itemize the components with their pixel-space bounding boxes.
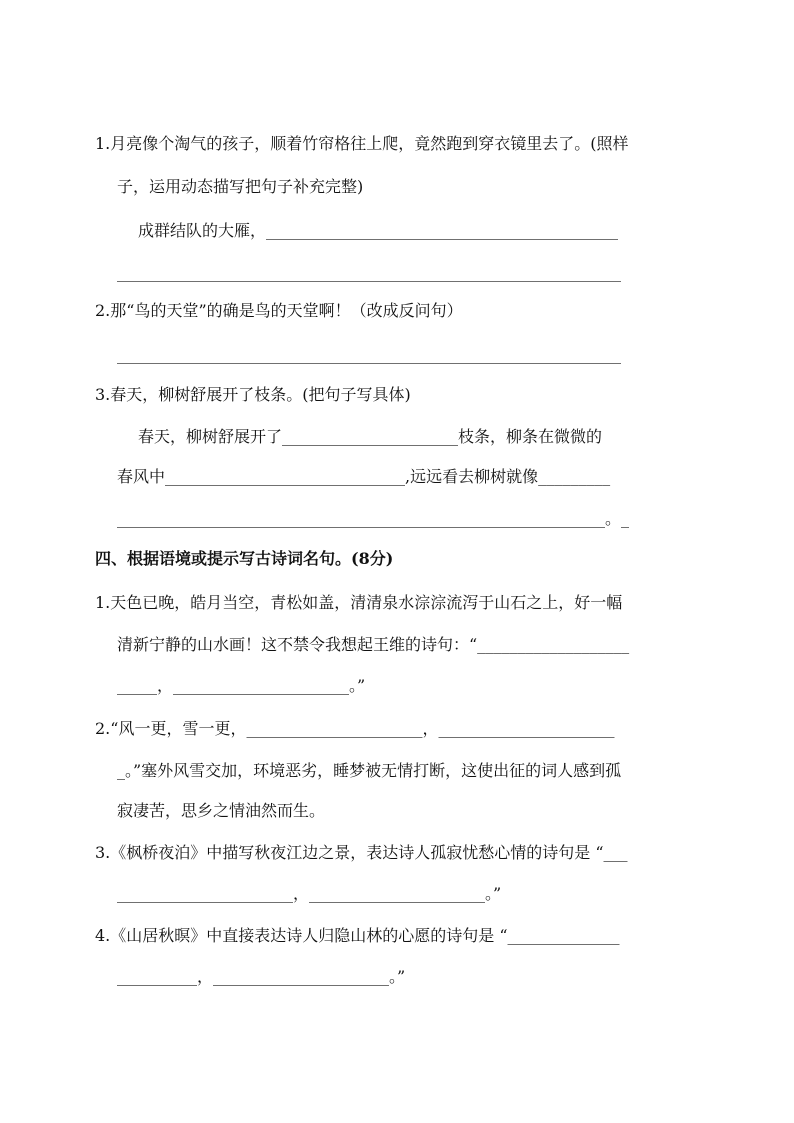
q4-2-line2: _。”塞外风雪交加，环境恶劣，睡梦被无情打断，这使出征的词人感到孤 bbox=[117, 761, 622, 780]
q3-3-line4: _____________________________________________________________。_ bbox=[117, 509, 629, 528]
q4-3-line1: 3.《枫桥夜泊》中描写秋夜江边之景，表达诗人孤寂忧愁心情的诗句是 “___ bbox=[95, 843, 628, 862]
q4-4-line1: 4.《山居秋暝》中直接表达诗人归隐山林的心愿的诗句是 “______________ bbox=[95, 926, 620, 945]
q3-1-answer-line1: 成群结队的大雁，____________________________________________ bbox=[138, 221, 619, 240]
q3-3-line3: 春风中______________________________,远远看去柳树就像_________ bbox=[117, 467, 611, 486]
q3-2-answer-line: _______________________________________________________________ bbox=[117, 345, 621, 364]
q4-2-line1: 2.“风一更，雪一更，______________________，______________________ bbox=[95, 719, 615, 738]
q3-1-line1: 1.月亮像个淘气的孩子，顺着竹帘格往上爬，竟然跑到穿衣镜里去了。(照样 bbox=[95, 134, 629, 153]
q3-3-line1: 3.春天，柳树舒展开了枝条。(把句子写具体) bbox=[95, 385, 411, 404]
q4-2-line3: 寂凄苦，思乡之情油然而生。 bbox=[117, 801, 326, 820]
q3-1-answer-line2: _______________________________________________________________ bbox=[117, 263, 621, 282]
section-four-heading: 四、根据语境或提示写古诗词名句。(8分) bbox=[95, 549, 394, 568]
q4-4-line2: __________，______________________。” bbox=[117, 967, 406, 986]
q3-2-line1: 2.那“鸟的天堂”的确是鸟的天堂啊！（改成反问句） bbox=[95, 301, 463, 320]
q4-1-line3: _____，______________________。” bbox=[117, 676, 366, 695]
q4-3-line2: ______________________，______________________。” bbox=[117, 884, 502, 903]
q4-1-line2: 清新宁静的山水画！这不禁令我想起王维的诗句：“___________________ bbox=[117, 635, 630, 654]
q3-3-line2: 春天，柳树舒展开了______________________枝条，柳条在微微的 bbox=[138, 427, 603, 446]
q4-1-line1: 1.天色已晚，皓月当空，青松如盖，清清泉水淙淙流泻于山石之上，好一幅 bbox=[95, 593, 623, 612]
q3-1-line2: 子，运用动态描写把句子补充完整) bbox=[117, 177, 364, 196]
